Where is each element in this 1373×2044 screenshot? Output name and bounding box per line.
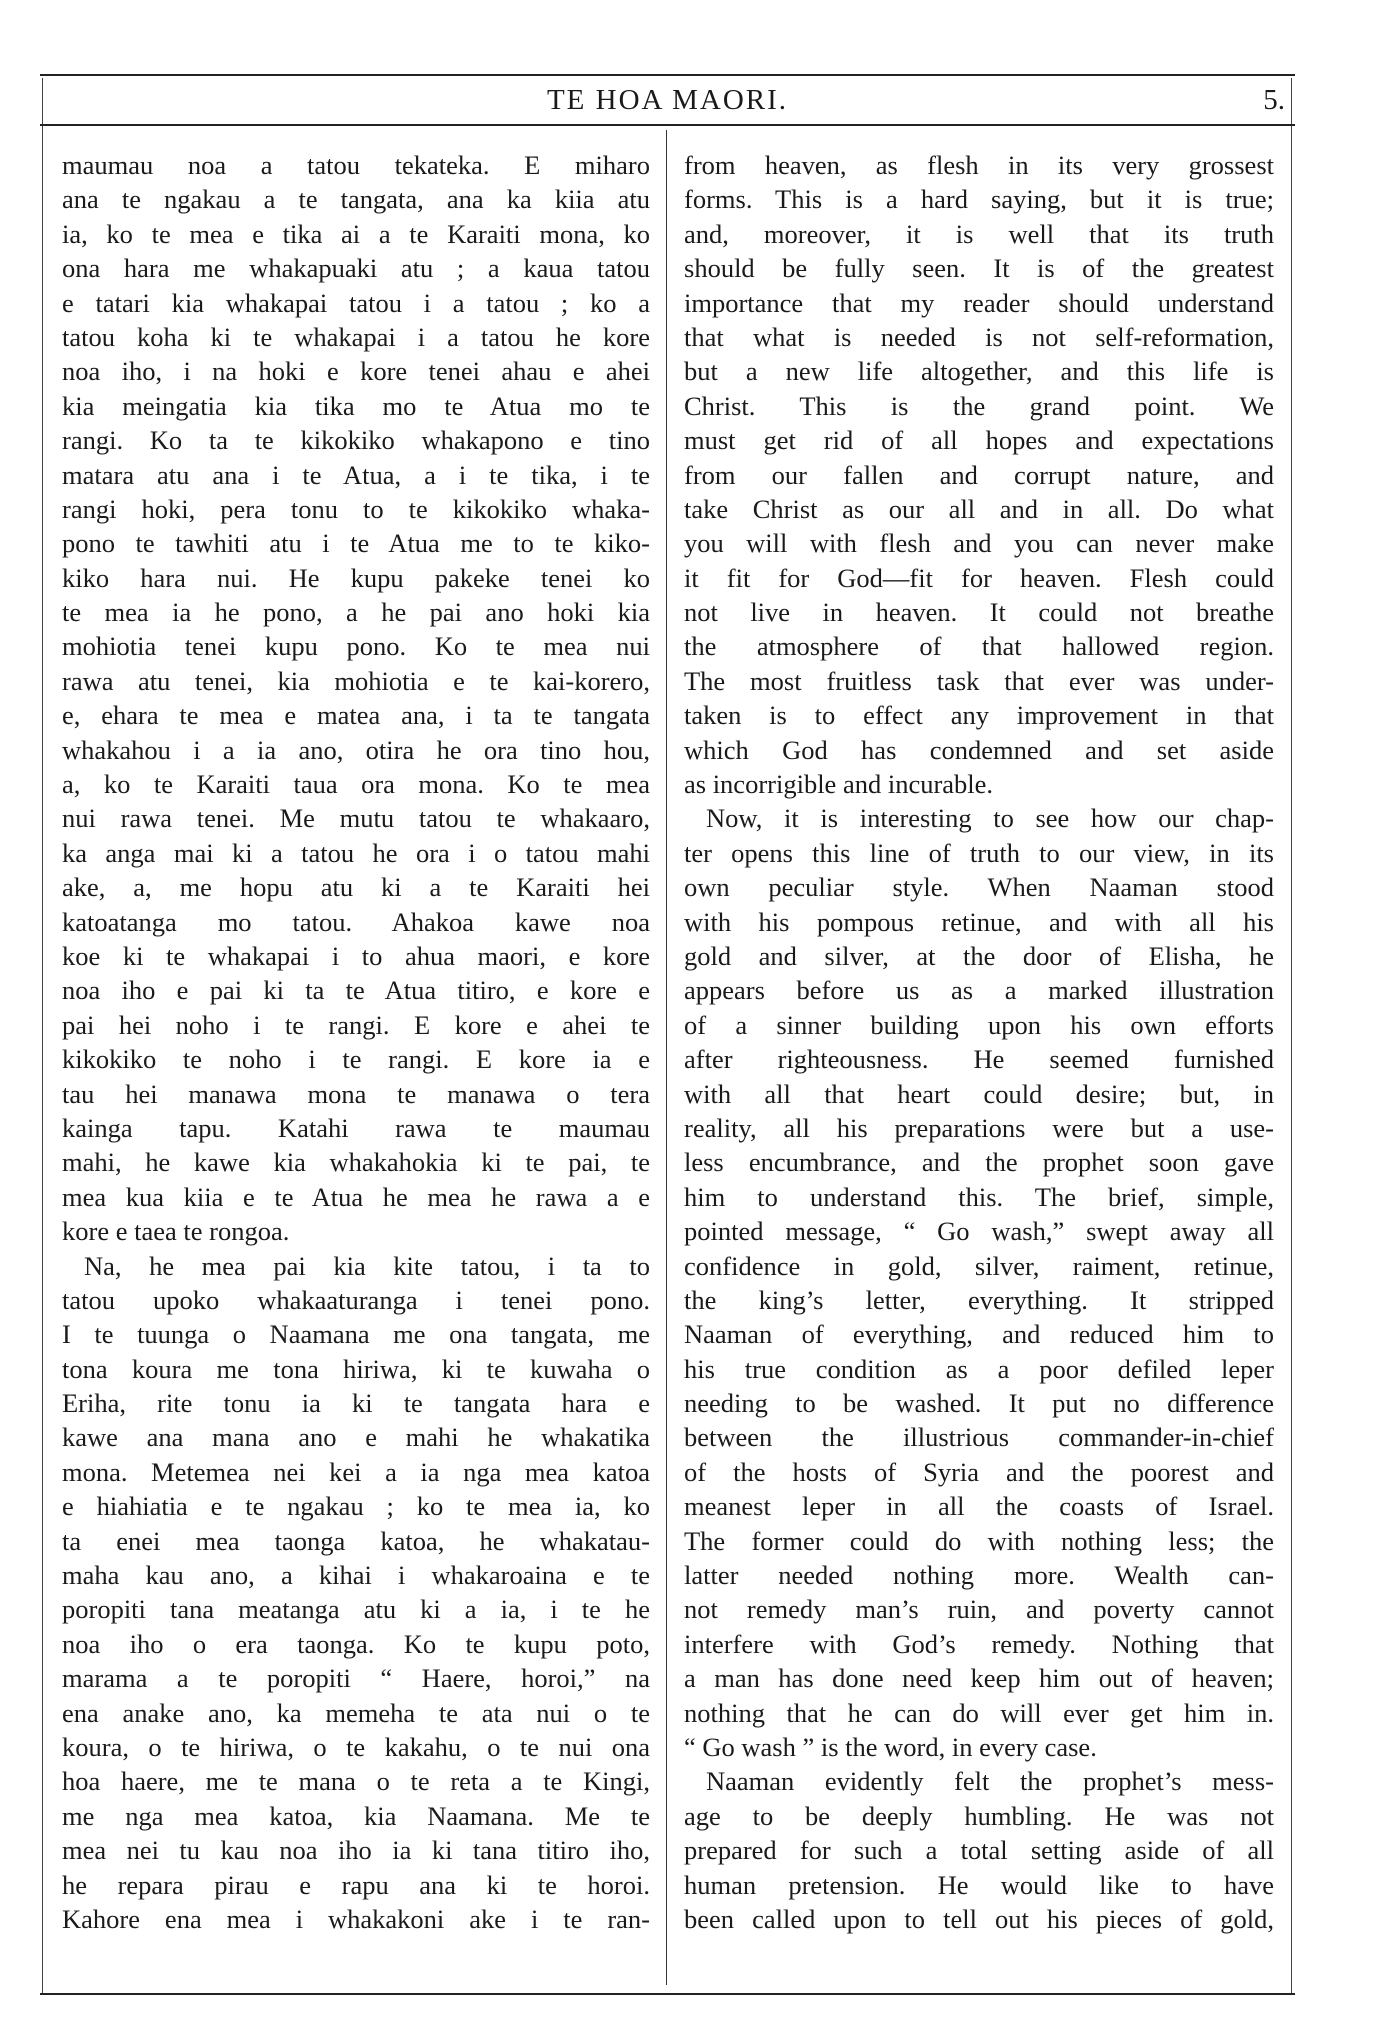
text-line: from heaven, as flesh in its very grossest [684, 150, 1274, 180]
text-line: maha kau ano, a kihai i whakaroaina e te [62, 1560, 650, 1591]
text-line: noa iho, i na hoki e kore tenei ahau e ahei [62, 356, 650, 387]
text-line: meanest leper in all the coasts of Israel. [684, 1491, 1274, 1522]
text-line: ana te ngakau a te tangata, ana ka kiia atu [62, 184, 650, 215]
text-line: as incorrigible and incurable. [684, 769, 994, 800]
running-title: TE HOA MAORI. [546, 84, 789, 116]
text-line: human pretension. He would like to have [684, 1869, 1274, 1900]
text-line: kawe ana mana ano e mahi he whakatika [62, 1422, 650, 1453]
column-divider [666, 130, 667, 1985]
text-line: mahi, he kawe kia whakahokia ki te pai, te [62, 1147, 650, 1178]
left-border-rule [42, 78, 43, 1993]
text-line: ta enei mea taonga katoa, he whakatau- [62, 1525, 650, 1556]
text-line: reality, all his preparations were but a use- [684, 1112, 1274, 1143]
text-line: tona koura me tona hiriwa, ki te kuwaha o [62, 1353, 650, 1384]
right-border-rule [1291, 78, 1292, 1993]
text-line: which God has condemned and set aside [684, 734, 1274, 765]
text-line: a, ko te Karaiti taua ora mona. Ko te mea [62, 769, 650, 800]
text-line: whakahou i a ia ano, otira he ora tino hou, [62, 734, 650, 765]
text-line: nui rawa tenei. Me mutu tatou te whakaaro, [62, 803, 650, 834]
text-line: koe ki te whakapai i to ahua maori, e kore [62, 940, 650, 971]
text-line: between the illustrious commander-in-chief [684, 1422, 1274, 1453]
text-line: less encumbrance, and the prophet soon gave [684, 1147, 1274, 1178]
text-line: with his pompous retinue, and with all his [684, 906, 1274, 937]
text-line: it fit for God—fit for heaven. Flesh could [684, 562, 1274, 593]
text-line: me nga mea katoa, kia Naamana. Me te [62, 1800, 650, 1831]
text-line: I te tuunga o Naamana me ona tangata, me [62, 1319, 650, 1350]
text-line: forms. This is a hard saying, but it is true; [684, 184, 1274, 215]
text-line: taken is to effect any improvement in that [684, 700, 1274, 731]
text-line: tatou koha ki te whakapai i a tatou he kore [62, 321, 650, 352]
text-line: noa iho e pai ki ta te Atua titiro, e kore e [62, 975, 650, 1006]
text-line: maumau noa a tatou tekateka. E miharo [62, 150, 650, 180]
text-line: katoatanga mo tatou. Ahakoa kawe noa [62, 906, 650, 937]
text-line: ter opens this line of truth to our view, in its [684, 837, 1274, 868]
text-line: mea nei tu kau noa iho ia ki tana titiro iho, [62, 1835, 650, 1866]
text-line: not remedy man’s ruin, and poverty cannot [684, 1594, 1274, 1625]
text-line: The most fruitless task that ever was under- [684, 665, 1274, 696]
text-line: the atmosphere of that hallowed region. [684, 631, 1274, 662]
text-line: should be fully seen. It is of the greatest [684, 253, 1274, 284]
text-line: Eriha, rite tonu ia ki te tangata hara e [62, 1388, 650, 1419]
text-line: of a sinner building upon his own efforts [684, 1009, 1274, 1040]
text-line: pono te tawhiti atu i te Atua me to te kiko- [62, 528, 650, 559]
text-line: that what is needed is not self-reformation, [684, 321, 1274, 352]
text-line: te mea ia he pono, a he pai ano hoki kia [62, 597, 650, 628]
text-line: prepared for such a total setting aside of all [684, 1835, 1274, 1866]
text-line: ena anake ano, ka memeha te ata nui o te [62, 1697, 650, 1728]
text-line: after righteousness. He seemed furnished [684, 1044, 1274, 1075]
text-line: his true condition as a poor defiled leper [684, 1353, 1274, 1384]
text-line: of the hosts of Syria and the poorest and [684, 1456, 1274, 1487]
text-line: pointed message, “ Go wash,” swept away all [684, 1216, 1274, 1247]
text-line: with all that heart could desire; but, in [684, 1078, 1274, 1109]
text-line: ona hara me whakapuaki atu ; a kaua tatou [62, 253, 650, 284]
text-line: tatou upoko whakaaturanga i tenei pono. [62, 1284, 650, 1315]
text-line: kore e taea te rongoa. [62, 1216, 290, 1247]
text-line: you will with flesh and you can never make [684, 528, 1274, 559]
right-column-english-text [684, 148, 1274, 1936]
text-line: ia, ko te mea e tika ai a te Karaiti mona, ko [62, 218, 650, 249]
text-line: ka anga mai ki a tatou he ora i o tatou mahi [62, 837, 650, 868]
text-line: gold and silver, at the door of Elisha, he [684, 940, 1274, 971]
text-line: own peculiar style. When Naaman stood [684, 872, 1274, 903]
text-line: been called upon to tell out his pieces of gold, [684, 1903, 1274, 1934]
text-line: take Christ as our all and in all. Do what [684, 493, 1274, 524]
running-header [40, 80, 1295, 122]
text-line: appears before us as a marked illustration [684, 975, 1274, 1006]
text-line: him to understand this. The brief, simple, [684, 1181, 1274, 1212]
text-line: latter needed nothing more. Wealth can- [684, 1560, 1274, 1591]
text-line: poropiti tana meatanga atu ki a ia, i te he [62, 1594, 650, 1625]
text-line: Na, he mea pai kia kite tatou, i ta to [84, 1250, 650, 1281]
text-line: tau hei manawa mona te manawa o tera [62, 1078, 650, 1109]
text-line: matara atu ana i te Atua, a i te tika, i te [62, 459, 650, 490]
text-line: e tatari kia whakapai tatou i a tatou ; ko a [62, 287, 650, 318]
text-line: confidence in gold, silver, raiment, retinue, [684, 1250, 1274, 1281]
page-number: 5. [1263, 84, 1285, 116]
text-line: kiko hara nui. He kupu pakeke tenei ko [62, 562, 650, 593]
text-line: marama a te poropiti “ Haere, horoi,” na [62, 1663, 650, 1694]
text-line: Naaman of everything, and reduced him to [684, 1319, 1274, 1350]
text-line: ake, a, me hopu atu ki a te Karaiti hei [62, 872, 650, 903]
text-line: and, moreover, it is well that its truth [684, 218, 1274, 249]
text-line: from our fallen and corrupt nature, and [684, 459, 1274, 490]
text-line: hoa haere, me te mana o te reta a te Kingi, [62, 1766, 650, 1797]
text-line: mona. Metemea nei kei a ia nga mea katoa [62, 1456, 650, 1487]
text-line: noa iho o era taonga. Ko te kupu poto, [62, 1628, 650, 1659]
text-line: koura, o te hiriwa, o te kakahu, o te nui ona [62, 1731, 650, 1762]
text-line: nothing that he can do will ever get him in. [684, 1697, 1274, 1728]
text-line: mea kua kiia e te Atua he mea he rawa a e [62, 1181, 650, 1212]
text-line: rangi hoki, pera tonu to te kikokiko whaka- [62, 493, 650, 524]
text-line: “ Go wash ” is the word, in every case. [684, 1731, 1097, 1762]
text-line: kikokiko te noho i te rangi. E kore ia e [62, 1044, 650, 1075]
text-line: e, ehara te mea e matea ana, i ta te tangata [62, 700, 650, 731]
text-line: interfere with God’s remedy. Nothing that [684, 1628, 1274, 1659]
text-line: age to be deeply humbling. He was not [684, 1800, 1274, 1831]
text-line: the king’s letter, everything. It stripped [684, 1284, 1274, 1315]
text-line: Kahore ena mea i whakakoni ake i te ran- [62, 1903, 650, 1934]
text-line: e hiahiatia e te ngakau ; ko te mea ia, ko [62, 1491, 650, 1522]
text-line: Christ. This is the grand point. We [684, 390, 1274, 421]
text-line: importance that my reader should understand [684, 287, 1274, 318]
text-line: Naaman evidently felt the prophet’s mess- [706, 1766, 1274, 1797]
text-line: Now, it is interesting to see how our chap- [706, 803, 1274, 834]
text-line: a man has done need keep him out of heaven; [684, 1663, 1274, 1694]
text-line: rawa atu tenei, kia mohiotia e te kai-korero, [62, 665, 650, 696]
top-rule [40, 74, 1295, 76]
text-line: The former could do with nothing less; the [684, 1525, 1274, 1556]
text-line: rangi. Ko ta te kikokiko whakapono e tino [62, 425, 650, 456]
header-rule [40, 124, 1295, 126]
bottom-rule [40, 1993, 1295, 1995]
text-line: kia meingatia kia tika mo te Atua mo te [62, 390, 650, 421]
text-line: mohiotia tenei kupu pono. Ko te mea nui [62, 631, 650, 662]
text-line: he repara pirau e rapu ana ki te horoi. [62, 1869, 650, 1900]
left-column-maori-text [62, 148, 650, 1936]
text-line: must get rid of all hopes and expectations [684, 425, 1274, 456]
text-line: needing to be washed. It put no difference [684, 1388, 1274, 1419]
text-line: but a new life altogether, and this life is [684, 356, 1274, 387]
text-line: pai hei noho i te rangi. E kore e ahei te [62, 1009, 650, 1040]
text-line: not live in heaven. It could not breathe [684, 597, 1274, 628]
text-line: kainga tapu. Katahi rawa te maumau [62, 1112, 650, 1143]
